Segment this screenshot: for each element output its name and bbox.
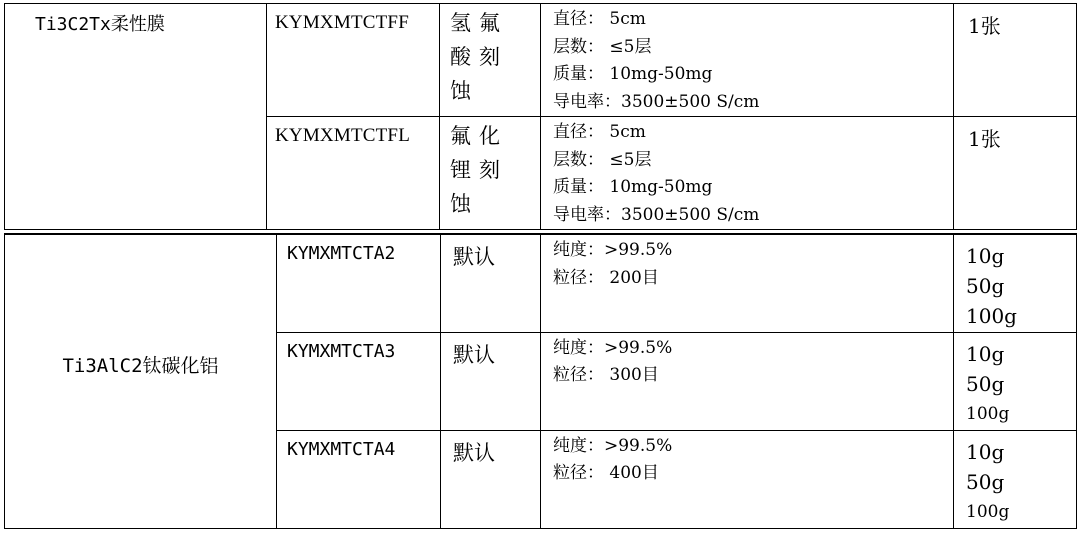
spec-particle-size: 粒径： 300目: [553, 365, 659, 385]
table-ti3alc2: [4, 233, 1077, 529]
product-code-cell: KYMXMTCTA4: [277, 430, 441, 528]
spec-particle-size: 粒径： 400目: [553, 463, 659, 483]
quantity-cell: 1张: [954, 4, 1077, 117]
table-row: [5, 234, 1077, 332]
process-line: 氢氟: [450, 11, 508, 35]
quantity-option: 10g: [966, 244, 1005, 268]
quantity-option: 50g: [966, 274, 1005, 298]
spec-purity: 纯度：>99.5%: [553, 240, 673, 260]
table-ti3c2tx-film: [4, 3, 1077, 230]
spec-diameter: 直径： 5cm: [553, 122, 646, 142]
process-cell: 默认: [441, 234, 541, 332]
quantity-cell: [954, 234, 1077, 332]
quantity-option: 100g: [966, 501, 1010, 522]
spec-purity: 纯度：>99.5%: [553, 337, 673, 358]
process-cell: 默认: [441, 430, 541, 528]
spec-purity: 纯度：>99.5%: [553, 435, 673, 456]
quantity-option: 50g: [966, 371, 1005, 396]
quantity-cell: 1张: [954, 117, 1077, 230]
quantity-option: 10g: [966, 439, 1005, 464]
table-row: [5, 4, 1077, 117]
process-line: 锂刻: [450, 158, 508, 182]
spec-layers: 层数： ≤5层: [553, 149, 652, 170]
process-line: 蚀: [450, 192, 479, 216]
process-cell: 默认: [441, 332, 541, 430]
quantity-cell: [954, 332, 1077, 430]
process-cell: [440, 117, 541, 230]
quantity-option: 10g: [966, 341, 1005, 366]
spec-mass: 质量： 10mg-50mg: [553, 177, 713, 197]
spec-diameter: 直径： 5cm: [553, 9, 646, 29]
spec-conductivity: 导电率：3500±500 S/cm: [553, 204, 760, 225]
process-cell: [440, 4, 541, 117]
quantity-option: 50g: [966, 469, 1005, 494]
process-line: 酸刻: [450, 45, 508, 69]
product-code-cell: KYMXMTCTA3: [277, 332, 441, 430]
product-code-cell: KYMXMTCTFL: [267, 117, 440, 230]
spec-mass: 质量： 10mg-50mg: [553, 64, 713, 84]
specs-cell: [541, 430, 954, 528]
specs-cell: [541, 332, 954, 430]
quantity-option: 100g: [966, 403, 1010, 424]
product-code-cell: KYMXMTCTFF: [267, 4, 440, 117]
spec-particle-size: 粒径： 200目: [553, 267, 659, 288]
spec-layers: 层数： ≤5层: [553, 36, 652, 57]
process-line: 氟化: [450, 124, 508, 148]
quantity-option: 100g: [966, 304, 1017, 328]
specs-cell: [541, 4, 954, 117]
product-name-cell: Ti3AlC2钛碳化铝: [5, 234, 277, 528]
specs-cell: [541, 117, 954, 230]
specs-cell: [541, 234, 954, 332]
quantity-cell: [954, 430, 1077, 528]
process-line: 蚀: [450, 79, 479, 103]
spec-conductivity: 导电率：3500±500 S/cm: [553, 91, 760, 112]
product-name-cell: Ti3C2Tx柔性膜: [5, 4, 267, 230]
product-code-cell: KYMXMTCTA2: [277, 234, 441, 332]
